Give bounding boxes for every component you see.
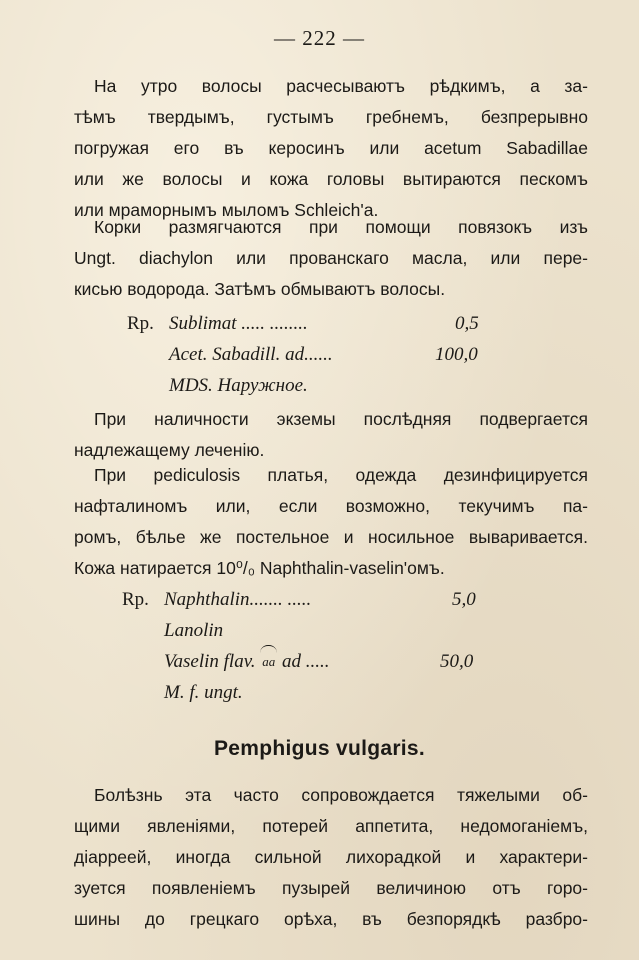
rx-instruction: MDS. Наружное. (169, 375, 308, 396)
text-line: нафталиномъ или, если возможно, текучимъ па- (74, 496, 588, 516)
rx-amount: 5,0 (452, 589, 476, 610)
text-line: На утро волосы расчесываютъ рѣдкимъ, а за- (94, 76, 588, 96)
paragraph-5 (74, 780, 588, 935)
rx-label: Rp. (122, 589, 149, 610)
page-number: — 222 — (274, 26, 365, 50)
paragraph-1 (74, 71, 588, 226)
rx-ingredient: Sublimat ..... ........ (169, 313, 308, 334)
prescription-1 (127, 308, 527, 401)
rx-line (122, 584, 522, 615)
rx-line (127, 308, 527, 339)
paragraph-4 (74, 460, 588, 584)
text-line: При наличности экземы послѣдняя подвергается (94, 409, 588, 429)
section-heading: Pemphigus vulgaris. (213, 737, 426, 760)
text-line: зуется появленіемъ пузырей величиною отъ горо- (74, 878, 588, 898)
ana-ligature: aa (260, 645, 277, 677)
text-line: ромъ, бѣлье же постельное и носильное вываривается. (74, 527, 588, 547)
rx-instruction: M. f. ungt. (164, 682, 243, 703)
rx-label: Rp. (127, 313, 154, 334)
text-line: надлежащему леченію. (74, 440, 265, 460)
rx-ingredient: Acet. Sabadill. ad...... (169, 344, 333, 365)
rx-line (122, 646, 522, 677)
text-line: При pediculosis платья, одежда дезинфицируется (94, 465, 588, 485)
rx-line (122, 677, 522, 708)
text-line: шины до грецкаго орѣха, въ безпорядкѣ разбро- (74, 909, 588, 929)
paragraph-3 (74, 404, 588, 466)
rx-line (122, 615, 522, 646)
prescription-2 (122, 584, 522, 708)
rx-ingredient: Lanolin (164, 620, 224, 641)
text-line: Корки размягчаются при помощи повязокъ изъ (94, 217, 588, 237)
text-line: тѣмъ твердымъ, густымъ гребнемъ, безпрерывно (74, 107, 588, 127)
text-line: кисью водорода. Затѣмъ обмываютъ волосы. (74, 279, 446, 299)
text-line: діарреей, иногда сильной лихорадкой и характери- (74, 847, 588, 867)
text-line: Болѣзнь эта часто сопровождается тяжелыми об- (94, 785, 588, 805)
text-line: щими явленіями, потерей аппетита, недомоганіемъ, (74, 816, 588, 836)
rx-amount: 100,0 (435, 344, 478, 365)
text-line: Кожа натирается 10⁰/₀ Naphthalin-vaselin'омъ. (74, 558, 445, 578)
rx-ingredient-text: Vaselin flav. (164, 651, 256, 672)
rx-line (127, 370, 527, 401)
rx-line (127, 339, 527, 370)
rx-amount: 50,0 (440, 651, 474, 672)
paragraph-2 (74, 212, 588, 305)
rx-amount: 0,5 (455, 313, 479, 334)
text-line: или же волосы и кожа головы вытираются пескомъ (74, 169, 588, 189)
text-line: погружая его въ керосинъ или acetum Sabadillae (74, 138, 588, 158)
text-line: или мраморнымъ мыломъ Schleich'a. (74, 200, 379, 220)
rx-ingredient: Naphthalin....... ..... (164, 589, 312, 610)
rx-ingredient-suffix: ad ..... (281, 651, 330, 672)
text-line: Ungt. diachylon или прованскаго масла, или пере- (74, 248, 588, 268)
rx-ingredient (164, 646, 329, 678)
